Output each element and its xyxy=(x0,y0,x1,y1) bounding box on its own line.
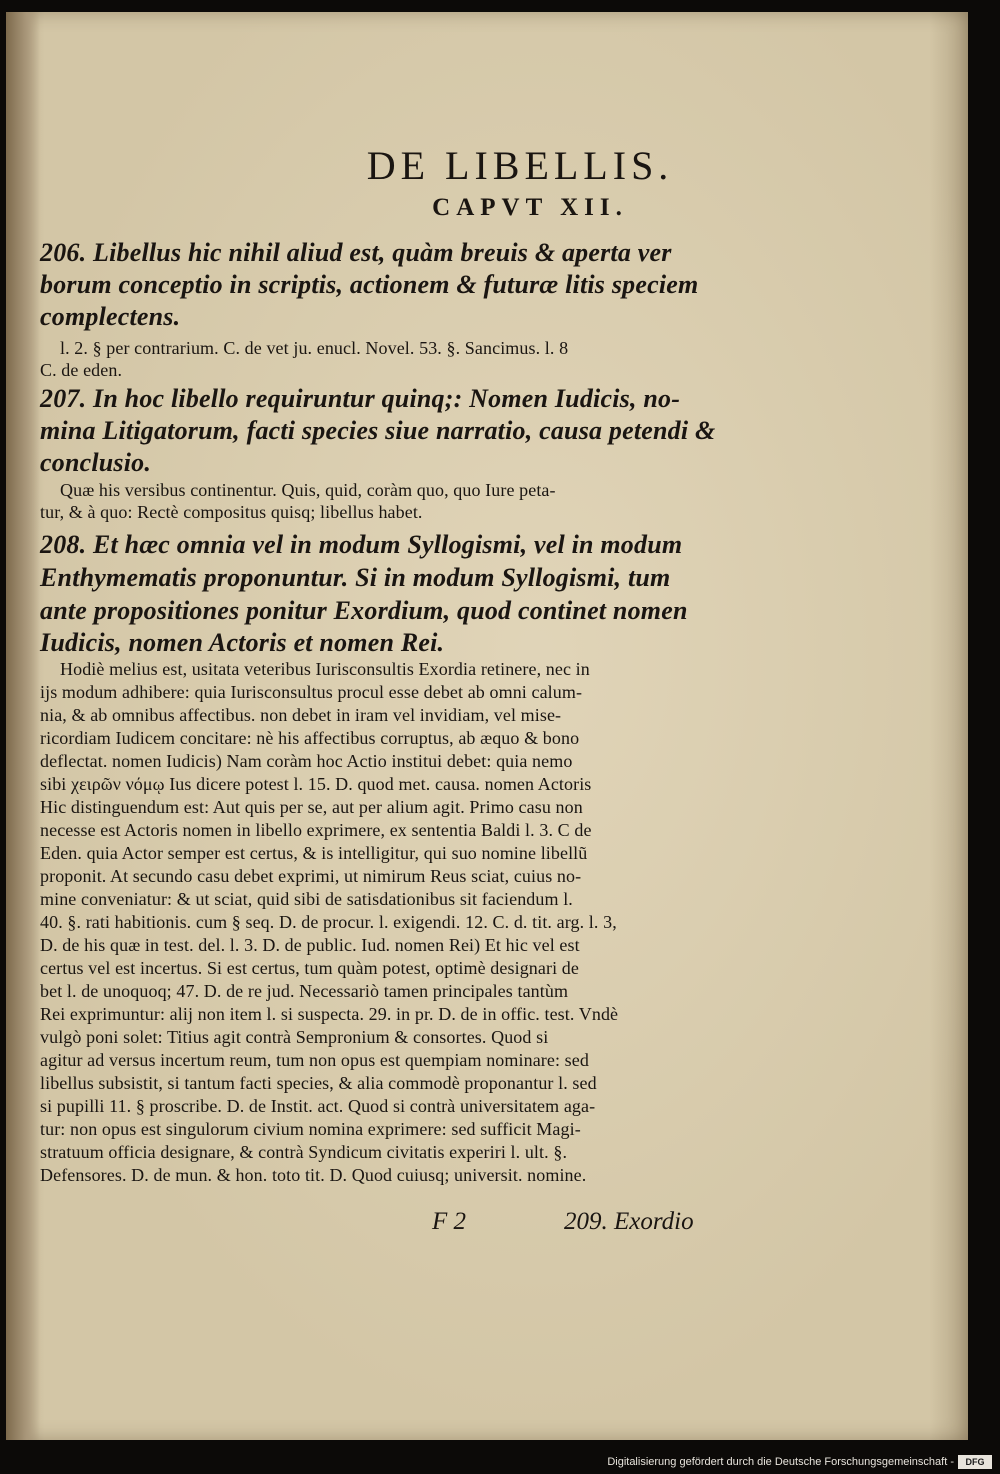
paragraph-206-line: 206. Libellus hic nihil aliud est, quàm breuis & aperta ver xyxy=(40,238,672,267)
body-line: mine conveniatur: & ut sciat, quid sibi de satisdationibus sit faciendum l. xyxy=(40,889,573,909)
paragraph-208-line: ante propositiones ponitur Exordium, quod continet nomen xyxy=(40,596,688,625)
catchword: 209. Exordio xyxy=(564,1208,694,1235)
paragraph-208-line: 208. Et hæc omnia vel in modum Syllogismi, vel in modum xyxy=(40,530,683,559)
page-gutter-shadow xyxy=(6,12,40,1440)
body-line: Eden. quia Actor semper est certus, & is intelligitur, qui suo nomine libellũ xyxy=(40,843,588,863)
signature-mark: F 2 xyxy=(432,1208,467,1235)
body-line: nia, & ab omnibus affectibus. non debet in iram vel invidiam, vel mise- xyxy=(40,705,562,725)
body-line: sibi χειρῶν νόμῳ Ius dicere potest l. 15. D. quod met. causa. nomen Actoris xyxy=(40,774,592,794)
paragraph-207-line: 207. In hoc libello requiruntur quinq;: Nomen Iudicis, no- xyxy=(40,384,681,413)
credit-text: Digitalisierung gefördert durch die Deutsche Forschungsgemeinschaft - xyxy=(607,1456,954,1468)
paragraph-206-line: complectens. xyxy=(40,302,181,331)
body-line: libellus subsistit, si tantum facti species, & alia commodè proponantur l. sed xyxy=(40,1073,597,1093)
page-title: DE LIBELLIS. xyxy=(366,143,674,188)
note-206-line: C. de eden. xyxy=(40,360,123,380)
paragraph-207-line: conclusio. xyxy=(40,448,152,477)
chapter-heading: CAPVT XII. xyxy=(432,194,628,221)
body-line: certus vel est incertus. Si est certus, tum quàm potest, optimè designari de xyxy=(40,958,579,978)
paragraph-207-line: mina Litigatorum, facti species siue narratio, causa petendi & xyxy=(40,416,716,445)
body-line: ijs modum adhibere: quia Iurisconsultus procul esse debet ab omni calum- xyxy=(40,682,583,702)
paragraph-208-line: Iudicis, nomen Actoris et nomen Rei. xyxy=(40,628,445,657)
dfg-logo-icon: DFG xyxy=(958,1455,992,1469)
note-206-line: l. 2. § per contrarium. C. de vet ju. enucl. Novel. 53. §. Sancimus. l. 8 xyxy=(60,338,569,358)
body-line: ricordiam Iudicem concitare: nè his affectibus corruptus, ab æquo & bono xyxy=(40,728,580,748)
body-line: deflectat. nomen Iudicis) Nam coràm hoc Actio institui debet: quia nemo xyxy=(40,751,573,771)
body-line: si pupilli 11. § proscribe. D. de Instit. act. Quod si contrà universitatem aga- xyxy=(40,1096,596,1116)
note-207-line: Quæ his versibus continentur. Quis, quid, coràm quo, quo Iure peta- xyxy=(60,480,556,500)
body-line: proponit. At secundo casu debet exprimi, ut nimirum Reus sciat, cuius no- xyxy=(40,866,582,886)
book-page xyxy=(6,12,968,1440)
paragraph-206-line: borum conceptio in scriptis, actionem & futuræ litis speciem xyxy=(40,270,699,299)
body-line: vulgò poni solet: Titius agit contrà Sempronium & consortes. Quod si xyxy=(40,1027,549,1047)
body-line: Hodiè melius est, usitata veteribus Iurisconsultis Exordia retinere, nec in xyxy=(60,659,590,679)
body-line: agitur ad versus incertum reum, tum non opus est quempiam nominare: sed xyxy=(40,1050,589,1070)
body-line: Defensores. D. de mun. & hon. toto tit. D. Quod cuiusq; universit. nomine. xyxy=(40,1165,587,1185)
body-line: 40. §. rati habitionis. cum § seq. D. de procur. l. exigendi. 12. C. d. tit. arg. l. 3, xyxy=(40,912,617,932)
body-line: bet l. de unoquoq; 47. D. de re jud. Necessariò tamen principales tantùm xyxy=(40,981,569,1001)
note-207-line: tur, & à quo: Rectè compositus quisq; libellus habet. xyxy=(40,502,423,522)
body-line: stratuum officia designare, & contrà Syndicum civitatis experiri l. ult. §. xyxy=(40,1142,568,1162)
body-line: Hic distinguendum est: Aut quis per se, aut per alium agit. Primo casu non xyxy=(40,797,583,817)
body-line: tur: non opus est singulorum civium nomina exprimere: sed sufficit Magi- xyxy=(40,1119,581,1139)
body-line: necesse est Actoris nomen in libello exprimere, ex sententia Baldi l. 3. C de xyxy=(40,820,592,840)
body-line: Rei exprimuntur: alij non item l. si suspecta. 29. in pr. D. de in offic. test. Vndè xyxy=(40,1004,619,1024)
body-line: D. de his quæ in test. del. l. 3. D. de public. Iud. nomen Rei) Et hic vel est xyxy=(40,935,580,955)
paragraph-208-line: Enthymematis proponuntur. Si in modum Syllogismi, tum xyxy=(40,563,671,592)
